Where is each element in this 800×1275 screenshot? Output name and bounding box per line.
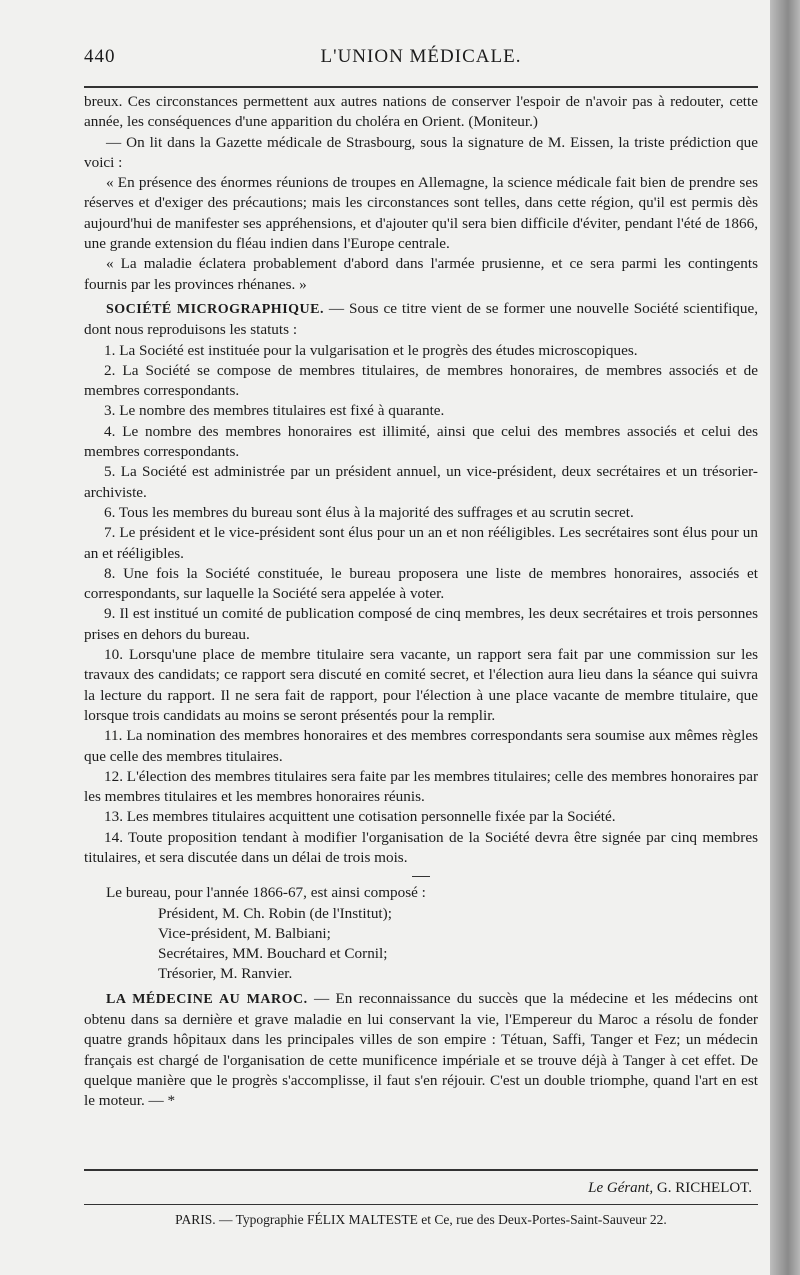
statute-13: 13. Les membres titulaires acquittent une cotisation personnelle fixée par la Société.: [104, 808, 616, 826]
statute-4: 4. Le nombre des membres honoraires est illimité, ainsi que celui des membres associés et celui des membres correspondants.: [84, 422, 758, 461]
footer-rule-2: [84, 1204, 758, 1205]
page-edge-shadow: [770, 0, 800, 1275]
signature-role: Le Gérant,: [588, 1180, 654, 1196]
statute-8: 8. Une fois la Société constituée, le bureau proposera une liste de membres honoraires, associés et correspondants, sur laquelle la Société sera appelée à voter.: [84, 564, 758, 603]
running-head: [84, 46, 758, 76]
statute-5: 5. La Société est administrée par un président annuel, un vice-président, deux secrétaires et un trésorier-archiviste.: [84, 463, 758, 501]
statute-12: 12. L'élection des membres titulaires sera faite par les membres titulaires; celle des membres honoraires par les membres titulaires et les membres honoraires réunis.: [84, 767, 758, 806]
printer-imprint: PARIS. — Typographie FÉLIX MALTESTE et Ce, rue des Deux-Portes-Saint-Sauveur 22.: [175, 1212, 667, 1227]
section-divider: [412, 876, 430, 877]
bureau-member: Secrétaires, MM. Bouchard et Cornil;: [158, 945, 388, 963]
journal-title: L'UNION MÉDICALE.: [320, 46, 522, 67]
statute-10: 10. Lorsqu'une place de membre titulaire sera vacante, un rapport sera fait par une commission sur les travaux des candidats; ce rapport sera discuté en comité secret, et l'élection aura lieu dans la séance qui suivra la lecture du rapport. Il ne sera fait de rapport, pour l'élection à une place vacante de membre titulaire, que lorsque trois candidats au moins se seront présentés pour la remplir.: [84, 646, 758, 724]
paragraph-strasbourg: — On lit dans la Gazette médicale de Strasbourg, sous la signature de M. Eissen, la triste prédiction que voici :: [84, 133, 758, 171]
statute-7: 7. Le président et le vice-président sont élus pour un an et non rééligibles. Les secrétaires sont élus pour un an et rééligibles.: [84, 524, 758, 562]
signature-name: G. RICHELOT.: [656, 1180, 752, 1196]
article-body: [84, 92, 758, 1112]
statute-11: 11. La nomination des membres honoraires et des membres correspondants sera soumise aux mêmes règles que celle des membres titulaires.: [84, 727, 758, 765]
statute-9: 9. Il est institué un comité de publication composé de cinq membres, les deux secrétaires et trois personnes prises en dehors du bureau.: [84, 605, 758, 643]
signature: [84, 1180, 752, 1197]
bureau-intro: Le bureau, pour l'année 1866-67, est ainsi composé :: [106, 884, 426, 902]
bureau-roster: [84, 883, 758, 984]
societe-heading: SOCIÉTÉ MICROGRAPHIQUE.: [106, 301, 324, 317]
statute-2: 2. La Société se compose de membres titulaires, de membres honoraires, de membres associés et de membres correspondants.: [84, 361, 758, 400]
paragraph-quote-1: « En présence des énormes réunions de troupes en Allemagne, la science médicale fait bien de prendre ses réserves et d'exiger des précautions; mais les circonstances sont telles, dans cette région, qu'il est permis dès aujourd'hui de manifester ses appréhensions, et d'ajouter qu'il sera bien difficile d'éviter, pendant l'été de 1866, une grande extension du fléau indien dans l'Europe centrale.: [84, 174, 758, 253]
statute-3: 3. Le nombre des membres titulaires est fixé à quarante.: [104, 402, 445, 420]
maroc-paragraph: [84, 989, 758, 1112]
statute-6: 6. Tous les membres du bureau sont élus à la majorité des suffrages et au scrutin secret.: [104, 503, 634, 521]
maroc-heading: LA MÉDECINE AU MAROC.: [106, 991, 308, 1007]
bureau-member: Trésorier, M. Ranvier.: [158, 965, 293, 983]
page-number: 440: [84, 46, 116, 67]
statute-1: 1. La Société est instituée pour la vulgarisation et le progrès des études microscopiques.: [104, 341, 638, 359]
statute-14: 14. Toute proposition tendant à modifier l'organisation de la Société devra être signée par cinq membres titulaires, et sera discutée dans un délai de trois mois.: [84, 828, 758, 866]
maroc-text: — En reconnaissance du succès que la médecine et les médecins ont obtenu dans sa dernière et grave maladie en lui conservant la vie, l'Empereur du Maroc a résolu de fonder quatre grands hôpitaux dans les principales villes de son empire : Tétuan, Saffi, Tanger et Fez; un médecin français est chargé de l'organisation de cette munificence impériale et se trouve déjà à Tanger à cet effet. De quelque manière que le progrès s'accomplisse, il faut s'en réjouir. C'est un double triomphe, quand l'art en est le moteur. — *: [84, 989, 758, 1110]
societe-intro-text: — Sous ce titre vient de se former une nouvelle Société scientifique, dont nous reproduisons les statuts :: [84, 299, 759, 339]
bureau-member: Président, M. Ch. Robin (de l'Institut);: [158, 904, 392, 922]
societe-intro: [84, 299, 758, 341]
paragraph-cholera-end: breux. Ces circonstances permettent aux autres nations de conserver l'espoir de n'avoir pas à redouter, cette année, les conséquences d'une apparition du choléra en Orient. (Moniteur.): [84, 93, 758, 131]
footer-rule: [84, 1169, 758, 1171]
paragraph-quote-2: « La maladie éclatera probablement d'abord dans l'armée prusienne, et ce sera parmi les contingents fournis par les provinces rhénanes. »: [84, 255, 758, 293]
bureau-member: Vice-président, M. Balbiani;: [158, 924, 331, 942]
header-rule: [84, 86, 758, 88]
